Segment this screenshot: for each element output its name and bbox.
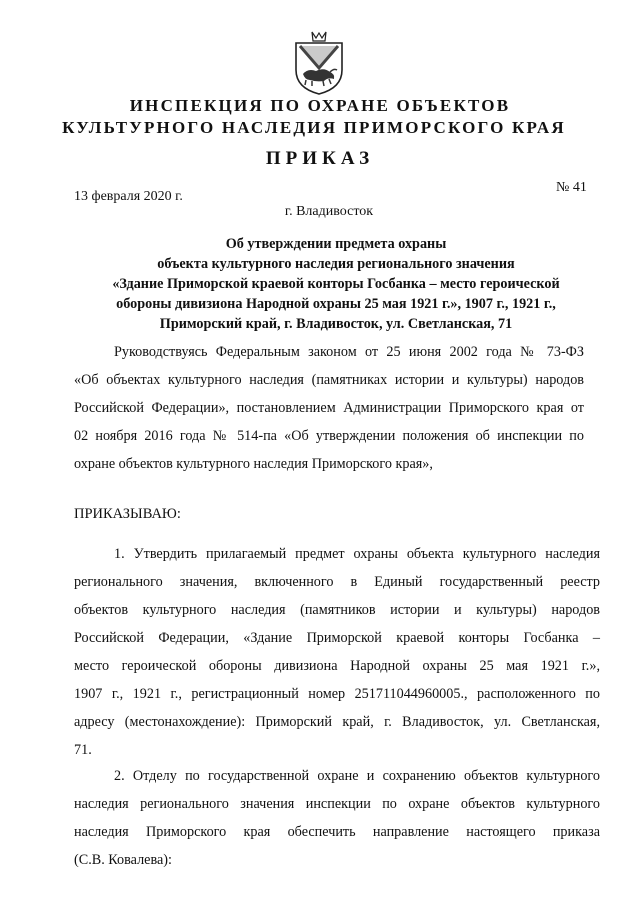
subject-line: Об утверждении предмета охраны (225, 236, 447, 252)
paragraph-line: охране объектов культурного наследия Приморского края», (74, 456, 433, 472)
paragraph-line: 1. Утвердить прилагаемый предмет охраны объекта культурного наследия (114, 546, 600, 562)
paragraph-line: место героической обороны дивизиона Народной охраны 25 мая 1921 г.», (74, 658, 600, 674)
paragraph-line: Российской Федерации, «Здание Приморской краевой конторы Госбанка – (74, 630, 600, 646)
paragraph-line: наследия Приморского края обеспечить направление настоящего приказа (74, 824, 600, 840)
paragraph-line: 1907 г., 1921 г., регистрационный номер 251711044960005., расположенного по (74, 686, 600, 702)
paragraph-line: (С.В. Ковалева): (74, 852, 172, 868)
subject-line: «Здание Приморской краевой конторы Госбанка – место героической (112, 276, 560, 292)
order-subject (88, 234, 584, 334)
paragraph-line: 2. Отделу по государственной охране и сохранению объектов культурного (114, 768, 600, 784)
document-type-title: ПРИКАЗ (265, 148, 375, 169)
subject-line: Приморский край, г. Владивосток, ул. Светланская, 71 (159, 316, 513, 332)
subject-line: объекта культурного наследия регионального значения (157, 256, 515, 272)
order-number: № 41 (556, 180, 587, 195)
organization-name-line1: ИНСПЕКЦИЯ ПО ОХРАНЕ ОБЪЕКТОВ (129, 96, 511, 115)
paragraph-line: Российской Федерации», постановлением Администрации Приморского края от (74, 400, 584, 416)
paragraph-line: 71. (74, 742, 92, 758)
paragraph-line: «Об объектах культурного наследия (памятниках истории и культуры) народов (74, 372, 584, 388)
organization-name-line2: КУЛЬТУРНОГО НАСЛЕДИЯ ПРИМОРСКОГО КРАЯ (62, 118, 566, 137)
paragraph-line: регионального значения, включенного в Единый государственный реестр (74, 574, 600, 590)
paragraph-line: наследия регионального значения инспекции по охране объектов культурного (74, 796, 600, 812)
order-directive-heading: ПРИКАЗЫВАЮ: (74, 506, 181, 522)
order-date: 13 февраля 2020 г. (74, 189, 183, 204)
subject-line: обороны дивизиона Народной охраны 25 мая 1921 г.», 1907 г., 1921 г., (116, 296, 556, 312)
order-city: г. Владивосток (284, 204, 374, 219)
coat-of-arms-icon (290, 30, 348, 96)
paragraph-line: Руководствуясь Федеральным законом от 25 июня 2002 года № 73-ФЗ (114, 344, 584, 360)
paragraph-line: 02 ноября 2016 года № 514-па «Об утверждении положения об инспекции по (74, 428, 584, 444)
paragraph-line: адресу (местонахождение): Приморский край, г. Владивосток, ул. Светланская, (74, 714, 600, 730)
paragraph-line: объектов культурного наследия (памятников истории и культуры) народов (74, 602, 600, 618)
